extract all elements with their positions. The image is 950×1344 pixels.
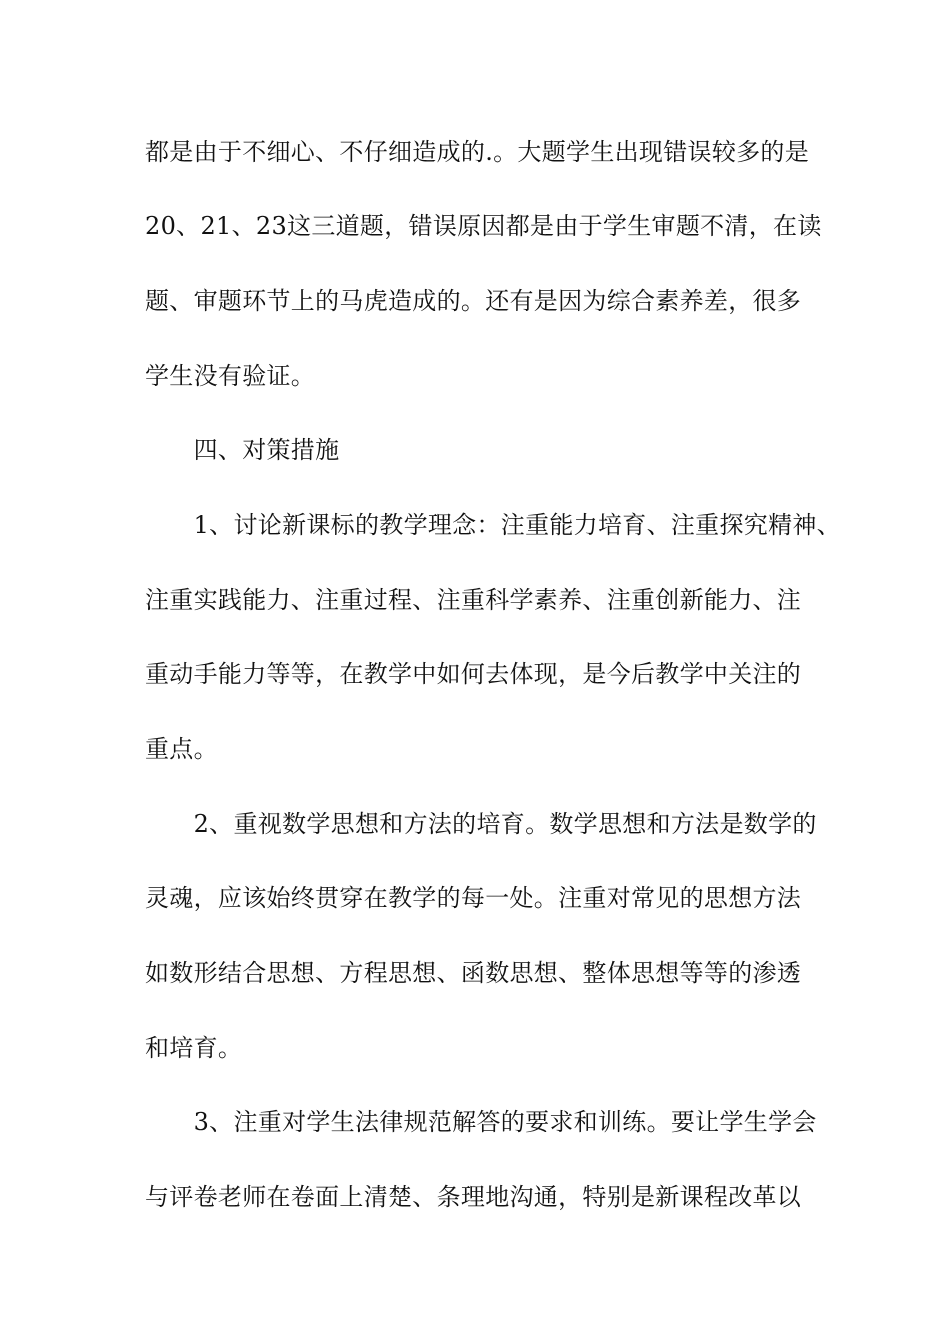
text-line: 题、审题环节上的马虎造成的。还有是因为综合素养差，很多 (145, 287, 802, 315)
text-line: 学生没有验证。 (145, 362, 316, 390)
text-line: 灵魂，应该始终贯穿在教学的每一处。注重对常见的思想方法 (145, 884, 802, 912)
text-line: 注重实践能力、注重过程、注重科学素养、注重创新能力、注 (145, 586, 802, 614)
text-line: 和培育。 (145, 1034, 243, 1062)
text-line: 20、21、23这三道题，错误原因都是由于学生审题不清，在读 (145, 212, 822, 240)
text-line: 都是由于不细心、不仔细造成的.。大题学生出现错误较多的是 (145, 138, 810, 166)
text-line: 2、重视数学思想和方法的培育。数学思想和方法是数学的 (145, 810, 817, 838)
text-line: 重点。 (145, 735, 218, 763)
text-line: 3、注重对学生法律规范解答的要求和训练。要让学生学会 (145, 1108, 817, 1136)
text-line: 重动手能力等等，在教学中如何去体现，是今后教学中关注的 (145, 660, 802, 688)
text-line: 如数形结合思想、方程思想、函数思想、整体思想等等的渗透 (145, 959, 802, 987)
text-line: 与评卷老师在卷面上清楚、条理地沟通，特别是新课程改革以 (145, 1183, 802, 1211)
section-heading: 四、对策措施 (145, 436, 340, 464)
text-line: 1、讨论新课标的教学理念：注重能力培育、注重探究精神、 (145, 511, 841, 539)
